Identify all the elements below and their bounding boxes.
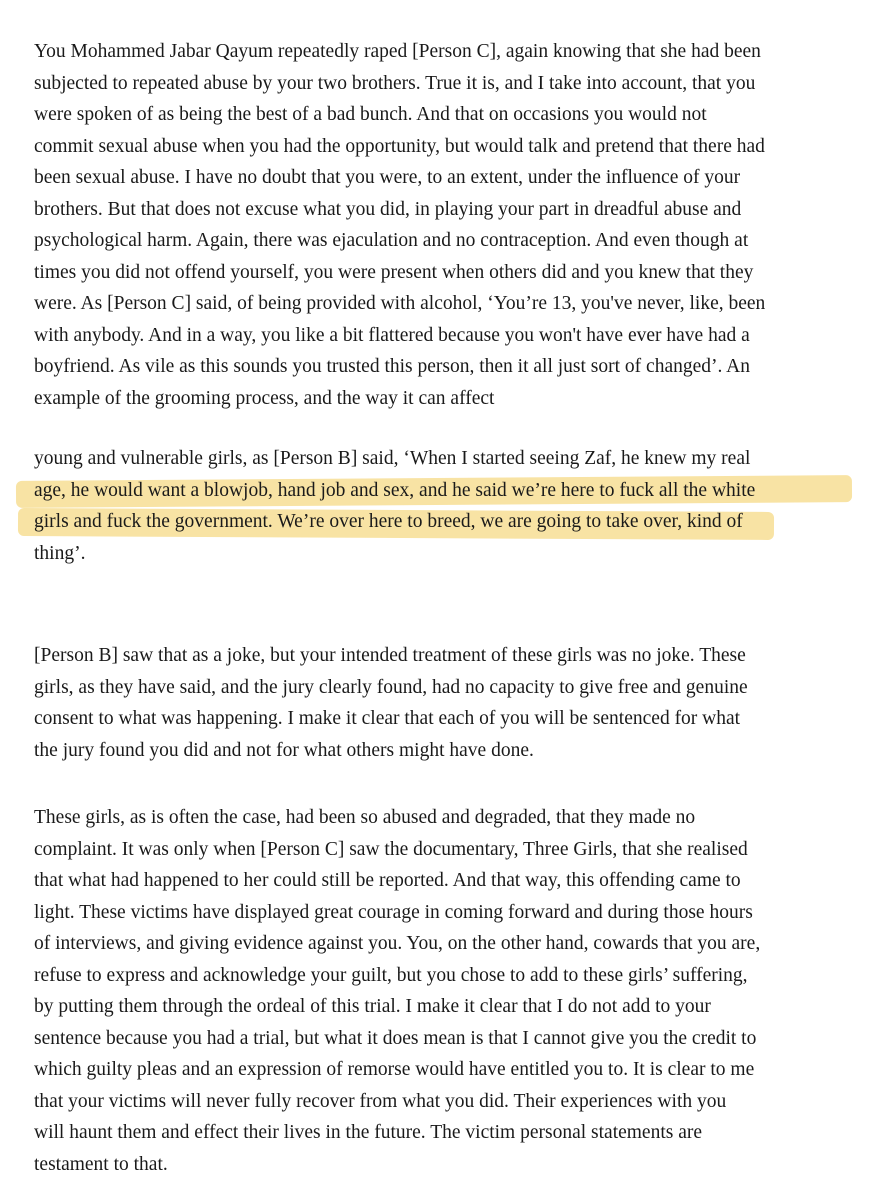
text-line: [Person B] saw that as a joke, but your intended treatment of these girls was no joke. These — [34, 645, 746, 666]
text-line: that what had happened to her could still be reported. And that way, this offending came to — [34, 870, 741, 891]
text-line: commit sexual abuse when you had the opportunity, but would talk and pretend that there had — [34, 135, 765, 157]
text-line: will haunt them and effect their lives in the future. The victim personal statements are — [34, 1122, 703, 1143]
text-line: example of the grooming process, and the way it can affect — [34, 387, 495, 409]
text-line: complaint. It was only when [Person C] saw the documentary, Three Girls, that she realised — [34, 838, 748, 860]
text-line: girls and fuck the government. We’re over here to breed, we are going to take over, kind of — [34, 511, 743, 532]
text-line: testament to that. — [34, 1153, 168, 1175]
text-line: were spoken of as being the best of a bad bunch. And that on occasions you would not — [34, 104, 707, 125]
text-line: age, he would want a blowjob, hand job and sex, and he said we’re here to fuck all the white — [34, 479, 756, 501]
text-line: of interviews, and giving evidence against you. You, on the other hand, cowards that you are, — [34, 933, 761, 954]
text-line: girls, as they have said, and the jury clearly found, had no capacity to give free and genuine — [34, 676, 748, 698]
text-line: times you did not offend yourself, you were present when others did and you knew that they — [34, 261, 754, 283]
text-line: young and vulnerable girls, as [Person B] said, ‘When I started seeing Zaf, he knew my real — [34, 448, 751, 469]
text-line: light. These victims have displayed great courage in coming forward and during those hours — [34, 901, 753, 923]
text-line: boyfriend. As vile as this sounds you trusted this person, then it all just sort of changed’. An — [34, 356, 751, 377]
paragraph-2 — [34, 443, 755, 569]
paragraph-3 — [34, 640, 748, 766]
text-line: consent to what was happening. I make it clear that each of you will be sentenced for what — [34, 708, 741, 729]
paragraph-1 — [34, 36, 765, 414]
paragraph-4 — [34, 802, 760, 1180]
text-line: been sexual abuse. I have no doubt that you were, to an extent, under the influence of your — [34, 167, 741, 188]
text-line: refuse to express and acknowledge your guilt, but you chose to add to these girls’ suffering, — [34, 964, 748, 986]
text-line: brothers. But that does not excuse what you did, in playing your part in dreadful abuse and — [34, 198, 742, 220]
text-line: sentence because you had a trial, but what it does mean is that I cannot give you the credit to — [34, 1027, 757, 1049]
text-line: the jury found you did and not for what others might have done. — [34, 739, 534, 761]
text-line: You Mohammed Jabar Qayum repeatedly raped [Person C], again knowing that she had been — [34, 41, 761, 62]
text-line: by putting them through the ordeal of this trial. I make it clear that I do not add to your — [34, 996, 711, 1017]
text-line: which guilty pleas and an expression of remorse would have entitled you to. It is clear to me — [34, 1059, 755, 1080]
text-line: that your victims will never fully recover from what you did. Their experiences with you — [34, 1090, 727, 1112]
text-line: with anybody. And in a way, you like a bit flattered because you won't have ever have had a — [34, 324, 750, 346]
text-line: thing’. — [34, 542, 86, 564]
text-line: These girls, as is often the case, had been so abused and degraded, that they made no — [34, 807, 696, 828]
text-line: subjected to repeated abuse by your two brothers. True it is, and I take into account, that you — [34, 72, 756, 94]
text-line: psychological harm. Again, there was ejaculation and no contraception. And even though at — [34, 230, 749, 251]
text-line: were. As [Person C] said, of being provided with alcohol, ‘You’re 13, you've never, like, been — [34, 293, 766, 314]
